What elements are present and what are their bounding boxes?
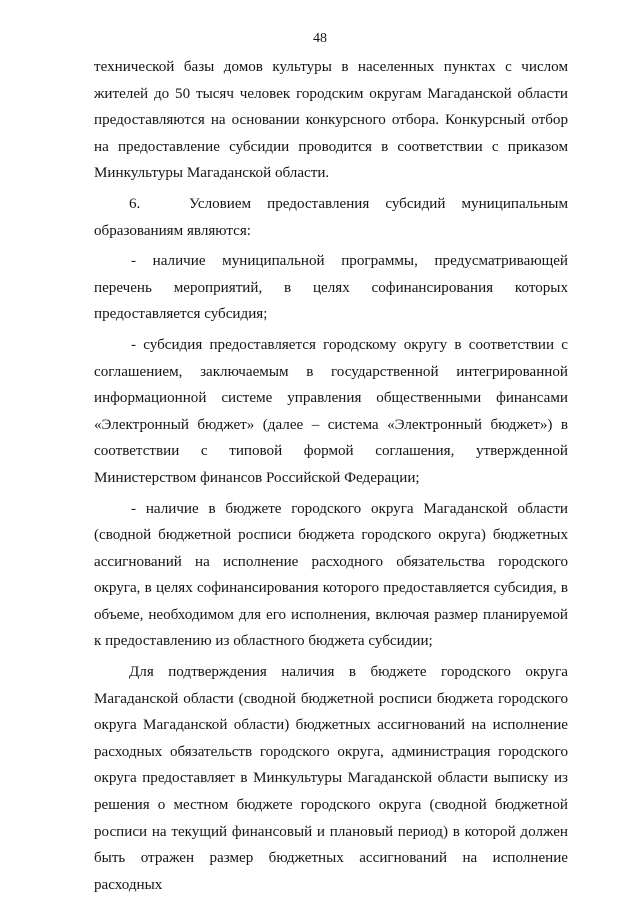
list-item-municipal-program: - наличие муниципальной программы, предусматривающей перечень мероприятий, в целях софинансирования которых предоставляется субсидия; <box>94 253 568 323</box>
list-item-budget-allocations: - наличие в бюджете городского округа Магаданской области (сводной бюджетной росписи бюджета городского округа) бюджетных ассигнований на исполнение расходного обязательства городского округа, в целях софинансирования которого предоставляется субсидия, в объеме, необходимом для его исполнения, включая размер планируемой к предоставлению из областного бюджета субсидии; <box>94 500 568 650</box>
document-body <box>94 54 568 898</box>
paragraph-conditions-text: Условием предоставления субсидий муниципальным образованиям являются: <box>94 195 568 239</box>
paragraph-conditions-intro <box>94 191 568 244</box>
page-number: 48 <box>313 31 327 46</box>
item-number: 6. <box>129 195 141 212</box>
paragraph-contest-selection: технической базы домов культуры в населенных пунктах с числом жителей до 50 тысяч человек городским округам Магаданской области предоставляются на основании конкурсного отбора. Конкурсный отбор на предоставление субсидии проводится в соответствии с приказом Минкультуры Магаданской области. <box>94 59 568 182</box>
paragraph-confirmation: Для подтверждения наличия в бюджете городского округа Магаданской области (сводной бюджетной росписи бюджета городского округа Магаданской области) бюджетных ассигнований на исполнение расходных обязательств городского округа, администрация городского округа предоставляет в Минкультуры Магаданской области выписку из решения о местном бюджете городского округа (сводной бюджетной росписи на текущий финансовый и плановый период) в которой должен быть отражен размер бюджетных ассигнований на исполнение расходных <box>94 664 568 893</box>
list-item-agreement: - субсидия предоставляется городскому округу в соответствии с соглашением, заключаемым в государственной интегрированной информационной системе управления общественными финансами «Электронный бюджет» (далее – система «Электронный бюджет») в соответствии с типовой формой соглашения, утвержденной Министерством финансов Российской Федерации; <box>94 336 568 486</box>
